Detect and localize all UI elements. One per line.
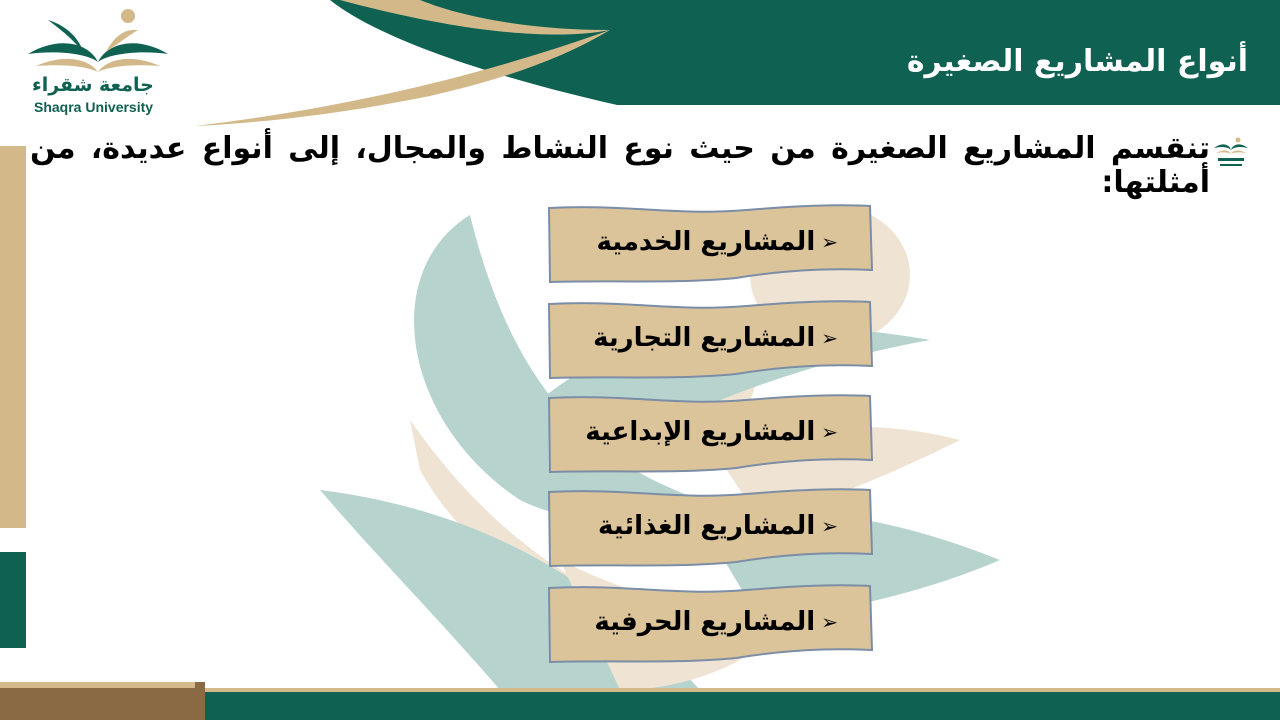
item-label: المشاريع الغذائية [597, 511, 816, 541]
list-item [546, 580, 876, 664]
item-label: المشاريع الخدمية [596, 227, 816, 257]
arrow-bullet-icon: ➢ [821, 326, 838, 350]
intro-paragraph: تنقسم المشاريع الصغيرة من حيث نوع النشاط والمجال، إلى أنواع عديدة، من أمثلتها: [30, 131, 1210, 200]
arrow-bullet-icon: ➢ [821, 420, 838, 444]
item-text [593, 296, 838, 380]
arrow-bullet-icon: ➢ [821, 230, 838, 254]
logo-english-name: Shaqra University [34, 99, 154, 115]
arrow-bullet-icon: ➢ [821, 514, 838, 538]
list-item [546, 200, 876, 284]
item-label: المشاريع الإبداعية [585, 417, 816, 447]
item-text [594, 580, 838, 664]
item-label: المشاريع التجارية [593, 323, 816, 353]
logo-arabic-name: جامعة شقراء [32, 74, 154, 96]
bullet-logo-icon [1212, 136, 1250, 172]
item-label: المشاريع الحرفية [594, 607, 816, 637]
item-text [598, 484, 838, 568]
item-text [585, 390, 838, 474]
list-item [546, 296, 876, 380]
slide-title: أنواع المشاريع الصغيرة [906, 44, 1248, 79]
list-item [546, 484, 876, 568]
item-text [596, 200, 838, 284]
list-item [546, 390, 876, 474]
arrow-bullet-icon: ➢ [821, 610, 838, 634]
